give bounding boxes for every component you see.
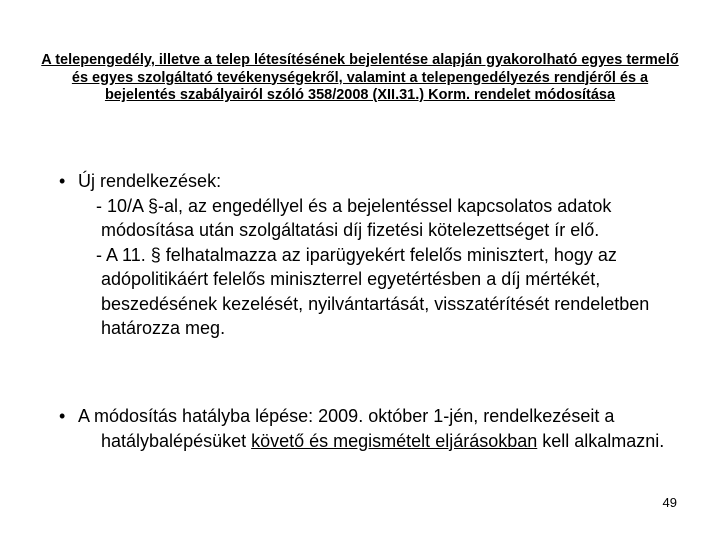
bullet-dot-icon: • <box>59 406 66 426</box>
slide-title: A telepengedély, illetve a telep létesítésének bejelentése alapján gyakorolható egyes termelő és egyes szolgáltató tevékenységekről, valamint a telepengedélyezés rendjéről és a bejelentés szabályairól szóló 358/2008 (XII.31.) Korm. rendelet módosítása <box>41 52 679 103</box>
bullet-new-provisions <box>59 169 678 341</box>
bullet-dot-icon: • <box>59 171 66 191</box>
sub-item-10a: - 10/A §-al, az engedéllyel és a bejelentéssel kapcsolatos adatok módosítása után szolgáltatási díj fizetési kötelezettséget ír elő. <box>96 195 612 240</box>
underlined-phrase: követő és megismételt eljárásokban <box>251 430 538 451</box>
bullet-heading: Új rendelkezések: <box>78 171 222 191</box>
effective-date-text <box>78 404 678 453</box>
effective-date-text-start: A módosítás hatályba lépése: 2009. október 1-jén, rendelkezéseit a hatálybalépésüket <box>78 406 615 451</box>
effective-date-text-end: kell alkalmazni. <box>537 430 665 451</box>
sub-item-11: - A 11. § felhatalmazza az iparügyekért felelős minisztert, hogy az adópolitikáért felelős miniszterrel egyetértésben a díj mértékét, beszedésének kezelését, nyilvántartását, visszatérítését rendeletben határozza meg. <box>96 244 650 338</box>
page-number: 49 <box>662 495 677 510</box>
bullet-effective-date <box>59 404 678 453</box>
